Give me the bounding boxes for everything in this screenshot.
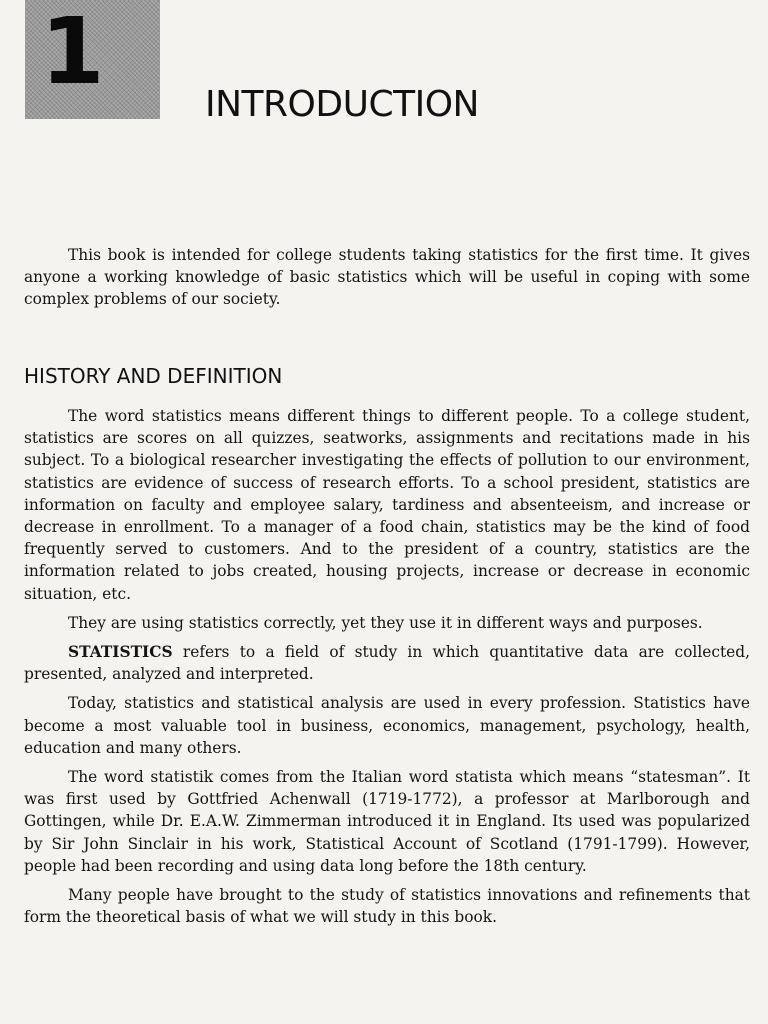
paragraph-3-text: refers to a field of study in which quantitative data are collected, presented, analyzed and interpreted. [24, 643, 750, 684]
intro-section [24, 244, 750, 311]
paragraph-1: The word statistics means different things to different people. To a college student, statistics are scores on all quizzes, seatworks, assignments and recitations made in his subject. To a biological researcher investigating the effects of pollution to our environment, statistics are evidence of success of research efforts. To a school president, statistics are information on faculty and employee salary, tardiness and absenteeism, and increase or decrease in enrollment. To a manager of a food chain, statistics may be the kind of food frequently served to customers. And to the president of a country, statistics are the information related to jobs created, housing projects, increase or decrease in economic situation, etc. [24, 407, 750, 603]
paragraph-4: Today, statistics and statistical analysis are used in every profession. Statistics have become a most valuable tool in business, economics, management, psychology, health, education and many others. [24, 694, 750, 757]
chapter-number: 1 [40, 0, 105, 105]
section-heading: HISTORY AND DEFINITION [24, 364, 283, 388]
intro-paragraph: This book is intended for college students taking statistics for the first time. It gives anyone a working knowledge of basic statistics which will be useful in coping with some complex problems of our society. [24, 246, 750, 309]
chapter-number-box [25, 0, 160, 119]
paragraph-2: They are using statistics correctly, yet they use it in different ways and purposes. [68, 613, 703, 632]
chapter-title: INTRODUCTION [205, 84, 479, 125]
paragraph-3 [24, 641, 750, 685]
paragraph-5: The word statistik comes from the Italian word statista which means “statesman”. It was first used by Gottfried Achenwall (1719-1772), a professor at Marlborough and Gottingen, while Dr. E.A.W. Zimmerman introduced it in England. Its used was popularized by Sir John Sinclair in his work, Statistical Account of Scotland (1791-1799). However, people had been recording and using data long before the 18th century. [24, 768, 750, 875]
paragraph-6: Many people have brought to the study of statistics innovations and refinements that form the theoretical basis of what we will study in this book. [24, 886, 750, 927]
section-body [24, 405, 750, 928]
term-statistics: STATISTICS [68, 643, 173, 662]
